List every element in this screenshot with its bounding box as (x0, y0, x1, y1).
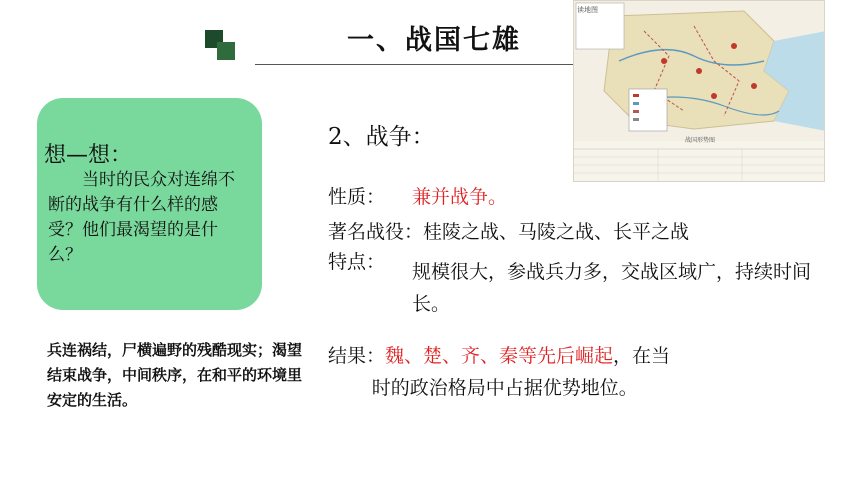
decor-square-light (217, 42, 235, 60)
result-line1-rest: ，在当 (613, 345, 671, 367)
war-heading: 2、战争： (328, 124, 435, 150)
battles-label: 著名战役： (328, 221, 424, 243)
features-value: 规模很大，参战兵力多，交战区域广，持续时间长。 (412, 261, 812, 315)
result-line-1 (328, 340, 818, 372)
nature-label: 性质： (328, 186, 386, 208)
result-line-2: 时的政治格局中占据优势地位。 (371, 377, 638, 399)
map-image (573, 0, 825, 182)
map-caption: 战国形势图 (684, 137, 715, 144)
answer-text: 兵连祸结，尸横遍野的残酷现实；渴望结束战争，中间秩序，在和平的环境里安定的生活。 (47, 341, 303, 409)
battles-line (328, 217, 689, 244)
battles-value: 桂陵之战、马陵之战、长平之战 (423, 221, 690, 243)
result-states: 魏、楚、齐、秦等先后崛起 (385, 345, 614, 367)
title-divider (255, 64, 575, 65)
map-graphic (574, 1, 825, 182)
result-block (328, 340, 818, 404)
think-box (37, 98, 262, 310)
think-question: 当时的民众对连绵不断的战争有什么样的感受？他们最渴望的是什么？ (48, 170, 235, 265)
result-label: 结果： (328, 345, 386, 367)
nature-value: 兼并战争。 (412, 186, 508, 208)
map-badge: 读地图 (577, 6, 598, 14)
features-label: 特点： (328, 251, 386, 273)
think-label: 想—想： (44, 143, 133, 168)
slide-title: 一、战国七雄 (347, 25, 521, 56)
